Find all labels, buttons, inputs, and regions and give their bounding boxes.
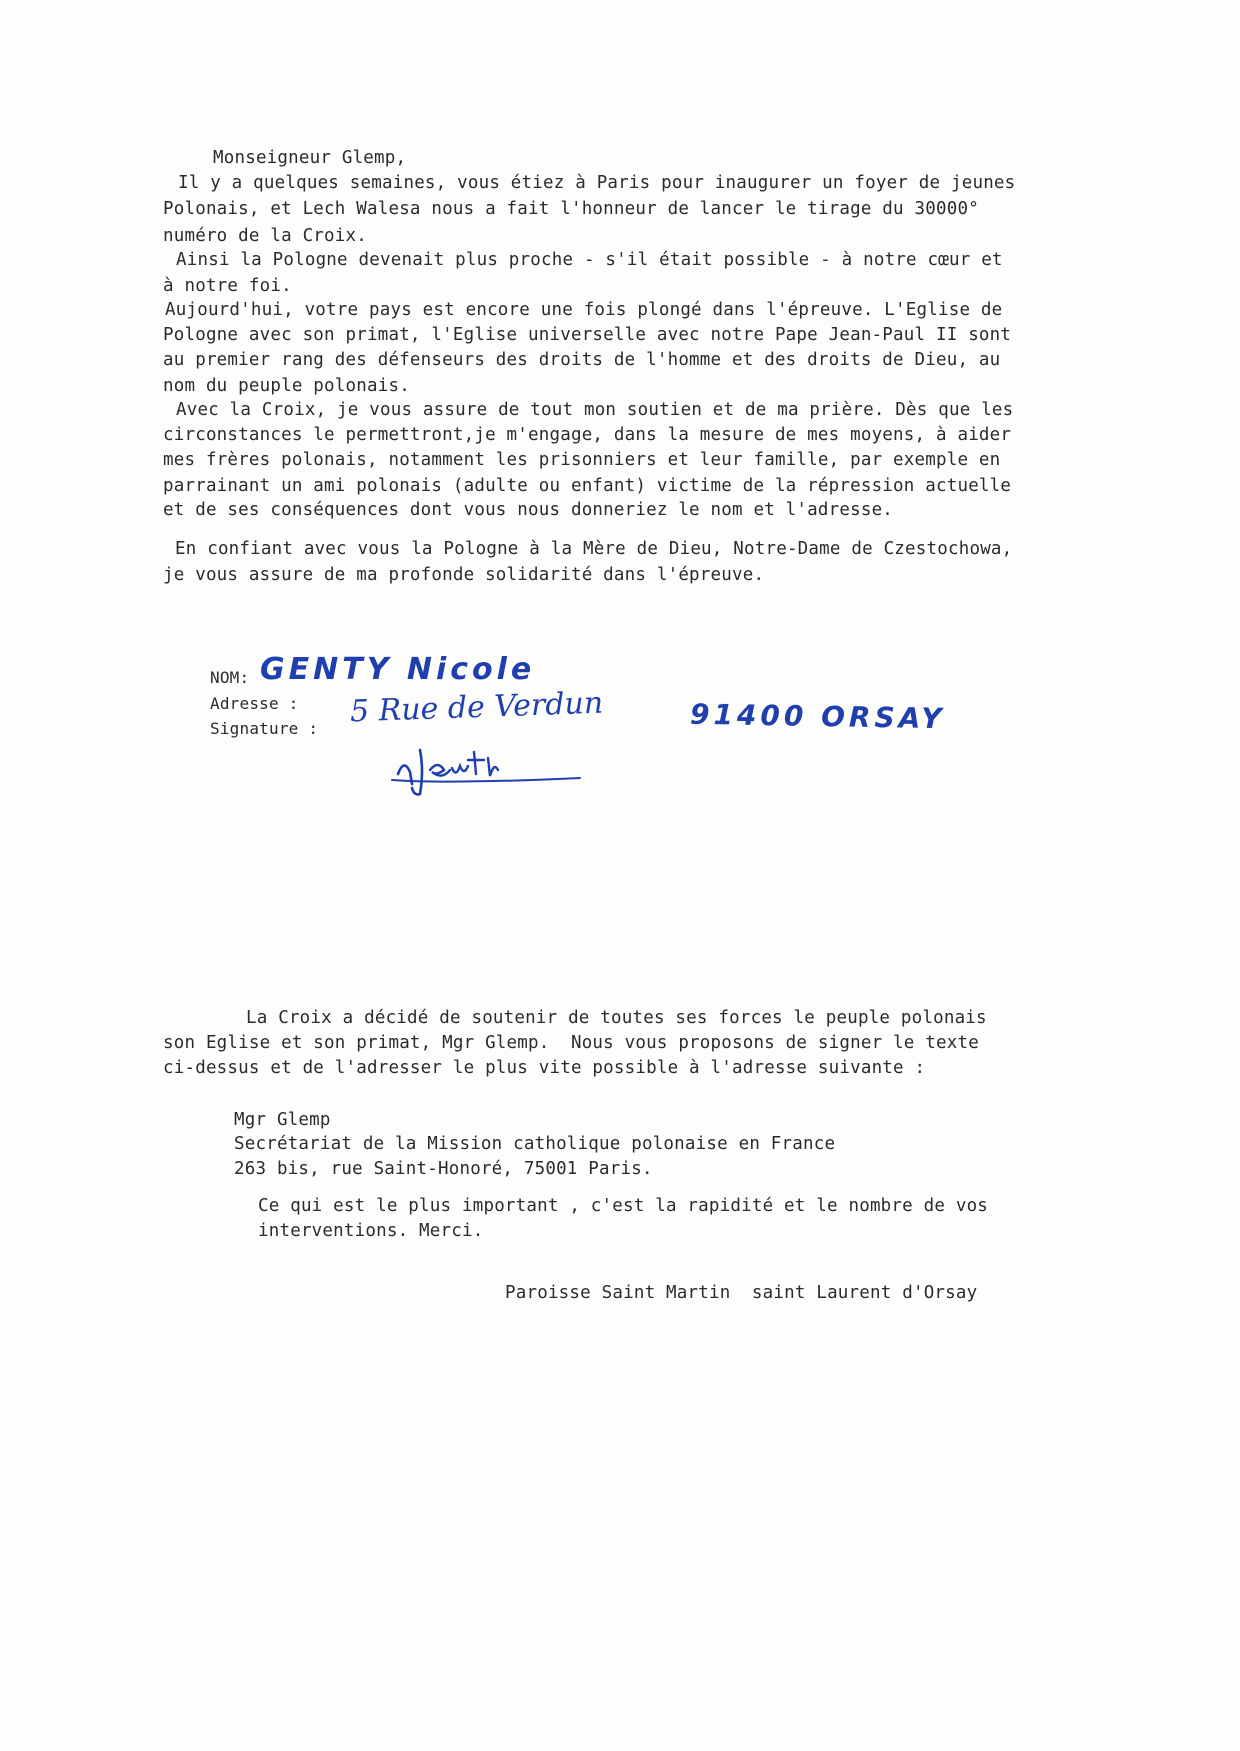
letter-line: circonstances le permettront,je m'engage, dans la mesure de mes moyens, à aider bbox=[163, 425, 1012, 445]
handwritten-signature bbox=[390, 740, 600, 796]
letter-line: à notre foi. bbox=[163, 276, 292, 296]
parish-signoff: Paroisse Saint Martin saint Laurent d'Orsay bbox=[505, 1283, 978, 1303]
letter-line: En confiant avec vous la Pologne à la Mère de Dieu, Notre-Dame de Czestochowa, bbox=[175, 539, 1013, 559]
letter-line: Aujourd'hui, votre pays est encore une fois plongé dans l'épreuve. L'Eglise de bbox=[165, 300, 1003, 320]
name-surname: GENTY Nicole bbox=[260, 652, 536, 687]
letter-line: nom du peuple polonais. bbox=[163, 376, 410, 396]
letter-line: parrainant un ami polonais (adulte ou enfant) victime de la répression actuelle bbox=[163, 476, 1012, 496]
letter-line: mes frères polonais, notamment les prisonniers et leur famille, par exemple en bbox=[163, 450, 1001, 470]
salutation: Monseigneur Glemp, bbox=[213, 148, 407, 168]
letter-line: au premier rang des défenseurs des droits de l'homme et des droits de Dieu, au bbox=[163, 350, 1001, 370]
letter-line: Ainsi la Pologne devenait plus proche - s'il était possible - à notre cœur et bbox=[176, 250, 1003, 270]
handwritten-address: 5 Rue de Verdun bbox=[349, 685, 604, 730]
handwritten-name bbox=[260, 652, 535, 687]
signature-label: Signature : bbox=[210, 719, 319, 738]
address-line: Mgr Glemp bbox=[234, 1110, 331, 1130]
address-line: Secrétariat de la Mission catholique polonaise en France bbox=[234, 1134, 836, 1154]
adresse-label: Adresse : bbox=[210, 694, 299, 713]
letter-line: Il y a quelques semaines, vous étiez à Paris pour inaugurer un foyer de jeunes bbox=[178, 173, 1016, 193]
address-line: 263 bis, rue Saint-Honoré, 75001 Paris. bbox=[234, 1159, 653, 1179]
notice-line: ci-dessus et de l'adresser le plus vite possible à l'adresse suivante : bbox=[163, 1058, 926, 1078]
nom-label: NOM: bbox=[210, 668, 250, 687]
closing-line: Ce qui est le plus important , c'est la rapidité et le nombre de vos bbox=[258, 1196, 989, 1216]
handwritten-city: 91400 ORSAY bbox=[689, 697, 946, 736]
letter-line: je vous assure de ma profonde solidarité dans l'épreuve. bbox=[163, 565, 765, 585]
letter-line: Polonais, et Lech Walesa nous a fait l'honneur de lancer le tirage du 30000° bbox=[163, 199, 979, 219]
notice-line: son Eglise et son primat, Mgr Glemp. Nous vous proposons de signer le texte bbox=[163, 1033, 979, 1053]
letter-line: Pologne avec son primat, l'Eglise universelle avec notre Pape Jean-Paul II sont bbox=[163, 325, 1012, 345]
letter-line: et de ses conséquences dont vous nous donneriez le nom et l'adresse. bbox=[163, 500, 894, 520]
letter-line: Avec la Croix, je vous assure de tout mon soutien et de ma prière. Dès que les bbox=[176, 400, 1014, 420]
letter-line: numéro de la Croix. bbox=[163, 226, 367, 246]
notice-line: La Croix a décidé de soutenir de toutes ses forces le peuple polonais bbox=[246, 1008, 987, 1028]
closing-line: interventions. Merci. bbox=[258, 1221, 484, 1241]
